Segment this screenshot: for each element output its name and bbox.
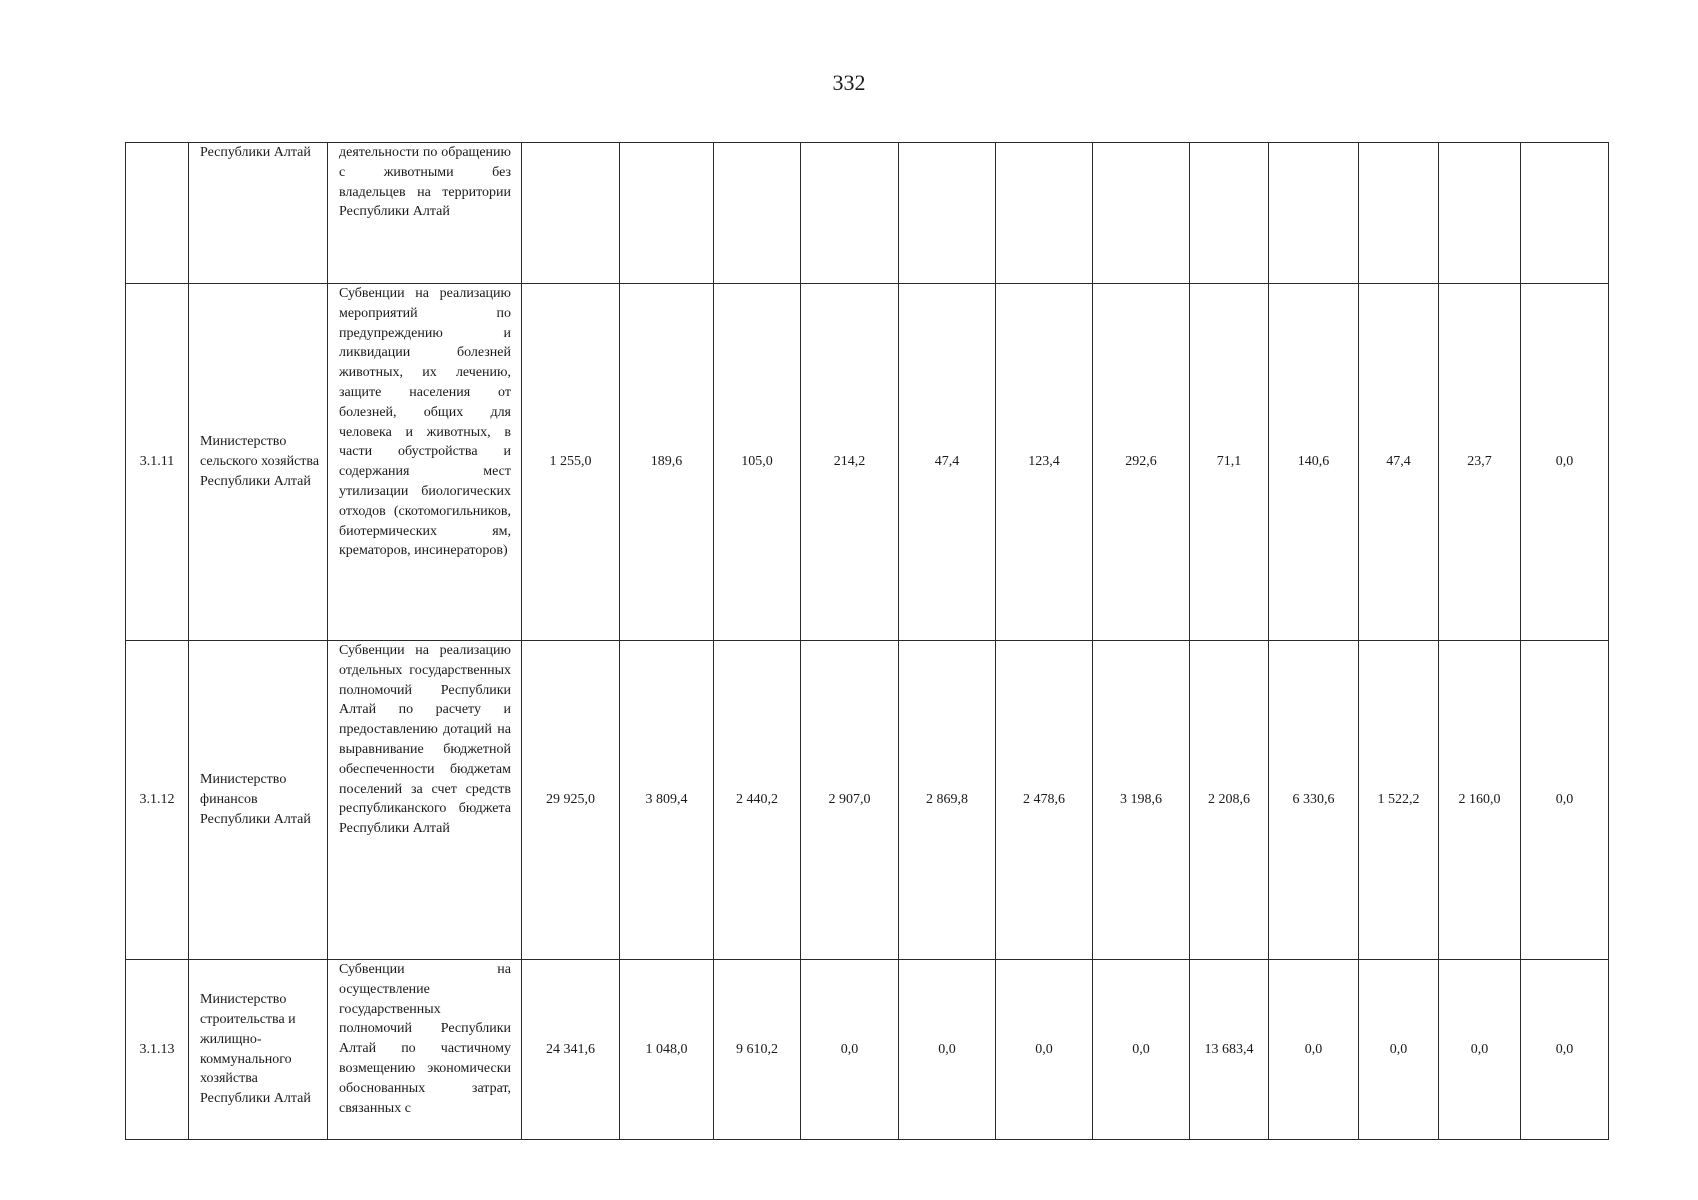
value-cell: 0,0 xyxy=(1521,284,1609,641)
value-cell: 123,4 xyxy=(996,284,1093,641)
value-cell: 0,0 xyxy=(1439,960,1521,1140)
value-cell: 0,0 xyxy=(1359,960,1439,1140)
value-cell xyxy=(620,143,714,284)
value-cell: 0,0 xyxy=(1521,641,1609,960)
value-cell: 0,0 xyxy=(801,960,899,1140)
value-cell xyxy=(1269,143,1359,284)
value-cell xyxy=(1439,143,1521,284)
value-cell: 189,6 xyxy=(620,284,714,641)
value-cell: 47,4 xyxy=(899,284,996,641)
value-cell: 2 478,6 xyxy=(996,641,1093,960)
value-cell: 0,0 xyxy=(996,960,1093,1140)
value-cell: 0,0 xyxy=(1269,960,1359,1140)
row-executor: Министерство сельского хозяйства Республики Алтай xyxy=(189,284,328,641)
value-cell xyxy=(1359,143,1439,284)
row-executor: Министерство финансов Республики Алтай xyxy=(189,641,328,960)
table-row xyxy=(126,143,1609,284)
row-description: Субвенции на реализацию мероприятий по предупреждению и ликвидации болезней животных, их лечению, защите населения от болезней, общих для человека и животных, в части обустройства и содержания мест утилизации биологических отходов (скотомогильников, биотермических ям, крематоров, инсинераторов) xyxy=(328,284,522,641)
row-executor: Республики Алтай xyxy=(189,143,328,284)
value-cell xyxy=(996,143,1093,284)
value-cell: 1 255,0 xyxy=(522,284,620,641)
value-cell: 2 869,8 xyxy=(899,641,996,960)
value-cell: 0,0 xyxy=(899,960,996,1140)
value-cell: 24 341,6 xyxy=(522,960,620,1140)
value-cell: 0,0 xyxy=(1521,960,1609,1140)
table-row xyxy=(126,284,1609,641)
value-cell xyxy=(801,143,899,284)
value-cell: 29 925,0 xyxy=(522,641,620,960)
table-row xyxy=(126,641,1609,960)
value-cell: 0,0 xyxy=(1093,960,1190,1140)
value-cell xyxy=(714,143,801,284)
row-code: 3.1.11 xyxy=(126,284,189,641)
row-code: 3.1.12 xyxy=(126,641,189,960)
value-cell: 105,0 xyxy=(714,284,801,641)
budget-table xyxy=(125,142,1609,1140)
value-cell: 2 907,0 xyxy=(801,641,899,960)
row-description: деятельности по обращению с животными без владельцев на территории Республики Алтай xyxy=(328,143,522,284)
value-cell: 140,6 xyxy=(1269,284,1359,641)
row-executor: Министерство строительства и жилищно-коммунального хозяйства Республики Алтай xyxy=(189,960,328,1140)
value-cell xyxy=(522,143,620,284)
value-cell: 9 610,2 xyxy=(714,960,801,1140)
value-cell: 23,7 xyxy=(1439,284,1521,641)
value-cell: 2 208,6 xyxy=(1190,641,1269,960)
value-cell: 2 160,0 xyxy=(1439,641,1521,960)
value-cell: 1 048,0 xyxy=(620,960,714,1140)
row-code xyxy=(126,143,189,284)
table-row xyxy=(126,960,1609,1140)
value-cell xyxy=(1093,143,1190,284)
value-cell xyxy=(899,143,996,284)
value-cell: 13 683,4 xyxy=(1190,960,1269,1140)
value-cell: 3 809,4 xyxy=(620,641,714,960)
value-cell: 2 440,2 xyxy=(714,641,801,960)
row-code: 3.1.13 xyxy=(126,960,189,1140)
value-cell: 71,1 xyxy=(1190,284,1269,641)
value-cell: 292,6 xyxy=(1093,284,1190,641)
value-cell xyxy=(1521,143,1609,284)
value-cell: 47,4 xyxy=(1359,284,1439,641)
value-cell xyxy=(1190,143,1269,284)
row-description: Субвенции на реализацию отдельных государственных полномочий Республики Алтай по расчету и предоставлению дотаций на выравнивание бюджетной обеспеченности бюджетам поселений за счет средств республиканского бюджета Республики Алтай xyxy=(328,641,522,960)
page-number: 332 xyxy=(832,70,866,95)
value-cell: 6 330,6 xyxy=(1269,641,1359,960)
value-cell: 214,2 xyxy=(801,284,899,641)
row-description: Субвенции на осуществление государственных полномочий Республики Алтай по частичному возмещению экономически обоснованных затрат, связанных с xyxy=(328,960,522,1140)
value-cell: 3 198,6 xyxy=(1093,641,1190,960)
value-cell: 1 522,2 xyxy=(1359,641,1439,960)
